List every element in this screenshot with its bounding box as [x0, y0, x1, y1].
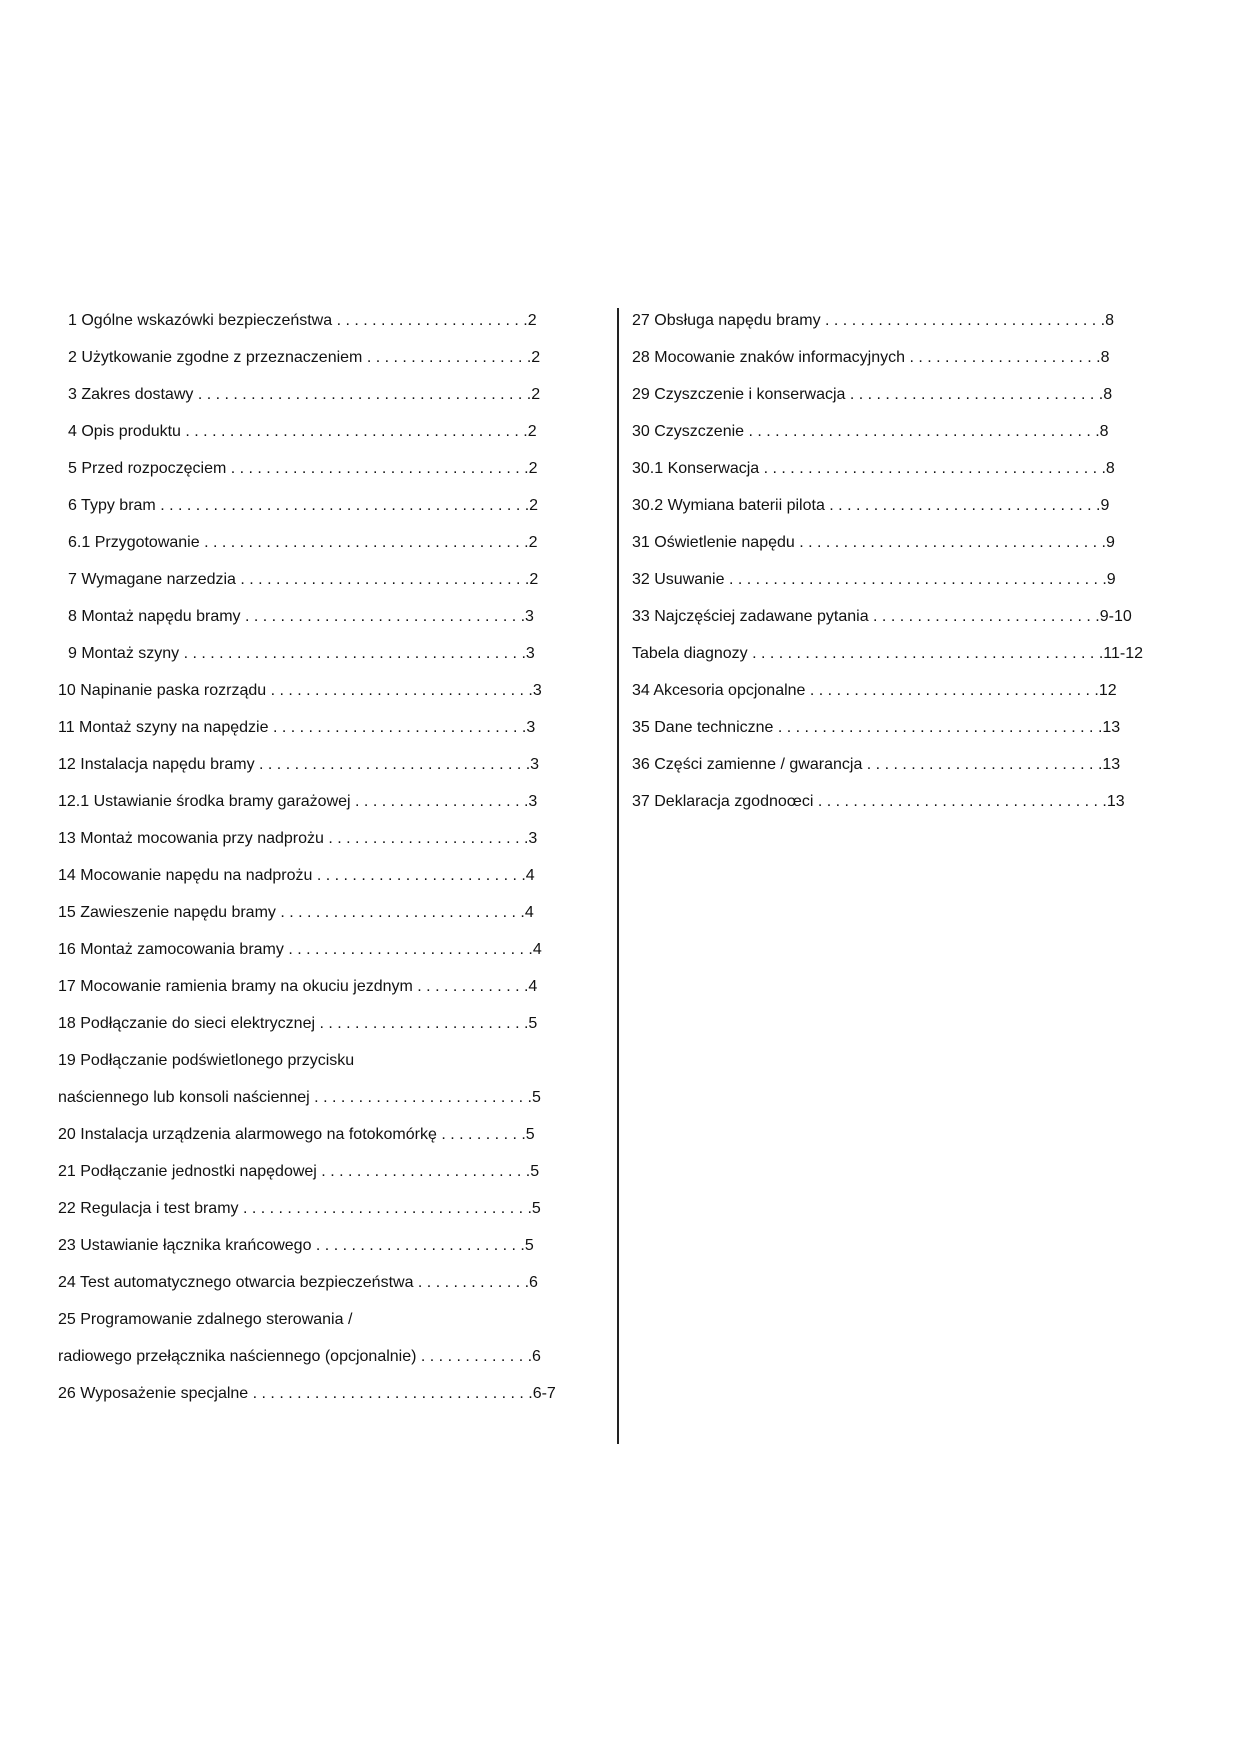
toc-entry[interactable]: 29 Czyszczenie i konserwacja . . . . . . . . . . . . . . . . . . . . . . . . . . . . .8 [632, 386, 1113, 403]
toc-entry[interactable]: 35 Dane techniczne . . . . . . . . . . . . . . . . . . . . . . . . . . . . . . . . . . . . .13 [632, 719, 1121, 736]
toc-entry[interactable]: 5 Przed rozpoczęciem . . . . . . . . . . . . . . . . . . . . . . . . . . . . . . . . . .2 [68, 460, 538, 477]
toc-entry[interactable]: 28 Mocowanie znaków informacyjnych . . . . . . . . . . . . . . . . . . . . . .8 [632, 349, 1110, 366]
toc-entry[interactable]: 24 Test automatycznego otwarcia bezpieczeństwa . . . . . . . . . . . . .6 [58, 1274, 538, 1291]
toc-entry[interactable]: 37 Deklaracja zgodnoœci . . . . . . . . . . . . . . . . . . . . . . . . . . . . . . . . .13 [632, 793, 1125, 810]
toc-left-column [58, 302, 578, 1412]
toc-entry[interactable]: 23 Ustawianie łącznika krańcowego . . . . . . . . . . . . . . . . . . . . . . . .5 [58, 1237, 534, 1254]
toc-entry[interactable]: 26 Wyposażenie specjalne . . . . . . . . . . . . . . . . . . . . . . . . . . . . . . . .6-7 [58, 1385, 556, 1402]
toc-entry[interactable]: 12.1 Ustawianie środka bramy garażowej . . . . . . . . . . . . . . . . . . . .3 [58, 793, 538, 810]
toc-entry[interactable]: 30 Czyszczenie . . . . . . . . . . . . . . . . . . . . . . . . . . . . . . . . . . . . . . . .8 [632, 423, 1109, 440]
toc-right-column [632, 302, 1180, 820]
toc-entry[interactable]: 21 Podłączanie jednostki napędowej . . . . . . . . . . . . . . . . . . . . . . . .5 [58, 1163, 540, 1180]
toc-entry[interactable]: 27 Obsługa napędu bramy . . . . . . . . . . . . . . . . . . . . . . . . . . . . . . . .8 [632, 312, 1114, 329]
toc-entry[interactable]: 4 Opis produktu . . . . . . . . . . . . . . . . . . . . . . . . . . . . . . . . . . . . . . .2 [68, 423, 537, 440]
toc-entry[interactable]: 6.1 Przygotowanie . . . . . . . . . . . . . . . . . . . . . . . . . . . . . . . . . . . . .2 [68, 534, 538, 551]
toc-entry[interactable]: 36 Części zamienne / gwarancja . . . . . . . . . . . . . . . . . . . . . . . . . . .13 [632, 756, 1121, 773]
toc-entry[interactable]: 30.1 Konserwacja . . . . . . . . . . . . . . . . . . . . . . . . . . . . . . . . . . . . . . .8 [632, 460, 1115, 477]
toc-entry[interactable]: 12 Instalacja napędu bramy . . . . . . . . . . . . . . . . . . . . . . . . . . . . . . .3 [58, 756, 540, 773]
toc-entry[interactable]: 30.2 Wymiana baterii pilota . . . . . . . . . . . . . . . . . . . . . . . . . . . . . . .9 [632, 497, 1110, 514]
toc-entry[interactable]: 9 Montaż szyny . . . . . . . . . . . . . . . . . . . . . . . . . . . . . . . . . . . . . . .3 [68, 645, 535, 662]
toc-entry[interactable]: naściennego lub konsoli naściennej . . . . . . . . . . . . . . . . . . . . . . . . .5 [58, 1089, 541, 1106]
toc-entry[interactable]: 16 Montaż zamocowania bramy . . . . . . . . . . . . . . . . . . . . . . . . . . . .4 [58, 941, 542, 958]
toc-entry[interactable]: 3 Zakres dostawy . . . . . . . . . . . . . . . . . . . . . . . . . . . . . . . . . . . . . .2 [68, 386, 541, 403]
toc-entry[interactable]: 1 Ogólne wskazówki bezpieczeństwa . . . . . . . . . . . . . . . . . . . . . .2 [68, 312, 537, 329]
toc-entry[interactable]: 6 Typy bram . . . . . . . . . . . . . . . . . . . . . . . . . . . . . . . . . . . . . . . . . .2 [68, 497, 539, 514]
toc-entry[interactable]: 14 Mocowanie napędu na nadprożu . . . . . . . . . . . . . . . . . . . . . . . .4 [58, 867, 535, 884]
column-divider [617, 308, 619, 1444]
toc-entry[interactable]: 2 Użytkowanie zgodne z przeznaczeniem . . . . . . . . . . . . . . . . . . .2 [68, 349, 541, 366]
toc-entry[interactable]: radiowego przełącznika naściennego (opcjonalnie) . . . . . . . . . . . . .6 [58, 1348, 541, 1365]
toc-entry[interactable]: 17 Mocowanie ramienia bramy na okuciu jezdnym . . . . . . . . . . . . .4 [58, 978, 538, 995]
toc-entry[interactable]: 18 Podłączanie do sieci elektrycznej . . . . . . . . . . . . . . . . . . . . . . . .5 [58, 1015, 538, 1032]
toc-entry[interactable]: 13 Montaż mocowania przy nadprożu . . . . . . . . . . . . . . . . . . . . . . .3 [58, 830, 538, 847]
toc-entry[interactable]: 11 Montaż szyny na napędzie . . . . . . . . . . . . . . . . . . . . . . . . . . . . .3 [58, 719, 536, 736]
toc-entry[interactable]: 20 Instalacja urządzenia alarmowego na fotokomórkę . . . . . . . . . .5 [58, 1126, 535, 1143]
toc-entry[interactable]: Tabela diagnozy . . . . . . . . . . . . . . . . . . . . . . . . . . . . . . . . . . . . . . . .11-12 [632, 645, 1143, 662]
toc-entry[interactable]: 34 Akcesoria opcjonalne . . . . . . . . . . . . . . . . . . . . . . . . . . . . . . . . .12 [632, 682, 1117, 699]
toc-entry[interactable]: 19 Podłączanie podświetlonego przycisku [58, 1052, 355, 1069]
toc-entry[interactable]: 8 Montaż napędu bramy . . . . . . . . . . . . . . . . . . . . . . . . . . . . . . . .3 [68, 608, 534, 625]
toc-entry[interactable]: 10 Napinanie paska rozrządu . . . . . . . . . . . . . . . . . . . . . . . . . . . . . .3 [58, 682, 542, 699]
toc-entry[interactable]: 22 Regulacja i test bramy . . . . . . . . . . . . . . . . . . . . . . . . . . . . . . . . .5 [58, 1200, 541, 1217]
toc-entry[interactable]: 7 Wymagane narzedzia . . . . . . . . . . . . . . . . . . . . . . . . . . . . . . . . .2 [68, 571, 539, 588]
toc-entry[interactable]: 31 Oświetlenie napędu . . . . . . . . . . . . . . . . . . . . . . . . . . . . . . . . . . .9 [632, 534, 1115, 551]
toc-entry[interactable]: 25 Programowanie zdalnego sterowania / [58, 1311, 353, 1328]
toc-entry[interactable]: 33 Najczęściej zadawane pytania . . . . . . . . . . . . . . . . . . . . . . . . . .9-10 [632, 608, 1132, 625]
toc-entry[interactable]: 15 Zawieszenie napędu bramy . . . . . . . . . . . . . . . . . . . . . . . . . . . .4 [58, 904, 534, 921]
toc-entry[interactable]: 32 Usuwanie . . . . . . . . . . . . . . . . . . . . . . . . . . . . . . . . . . . . . . . . . . .9 [632, 571, 1116, 588]
